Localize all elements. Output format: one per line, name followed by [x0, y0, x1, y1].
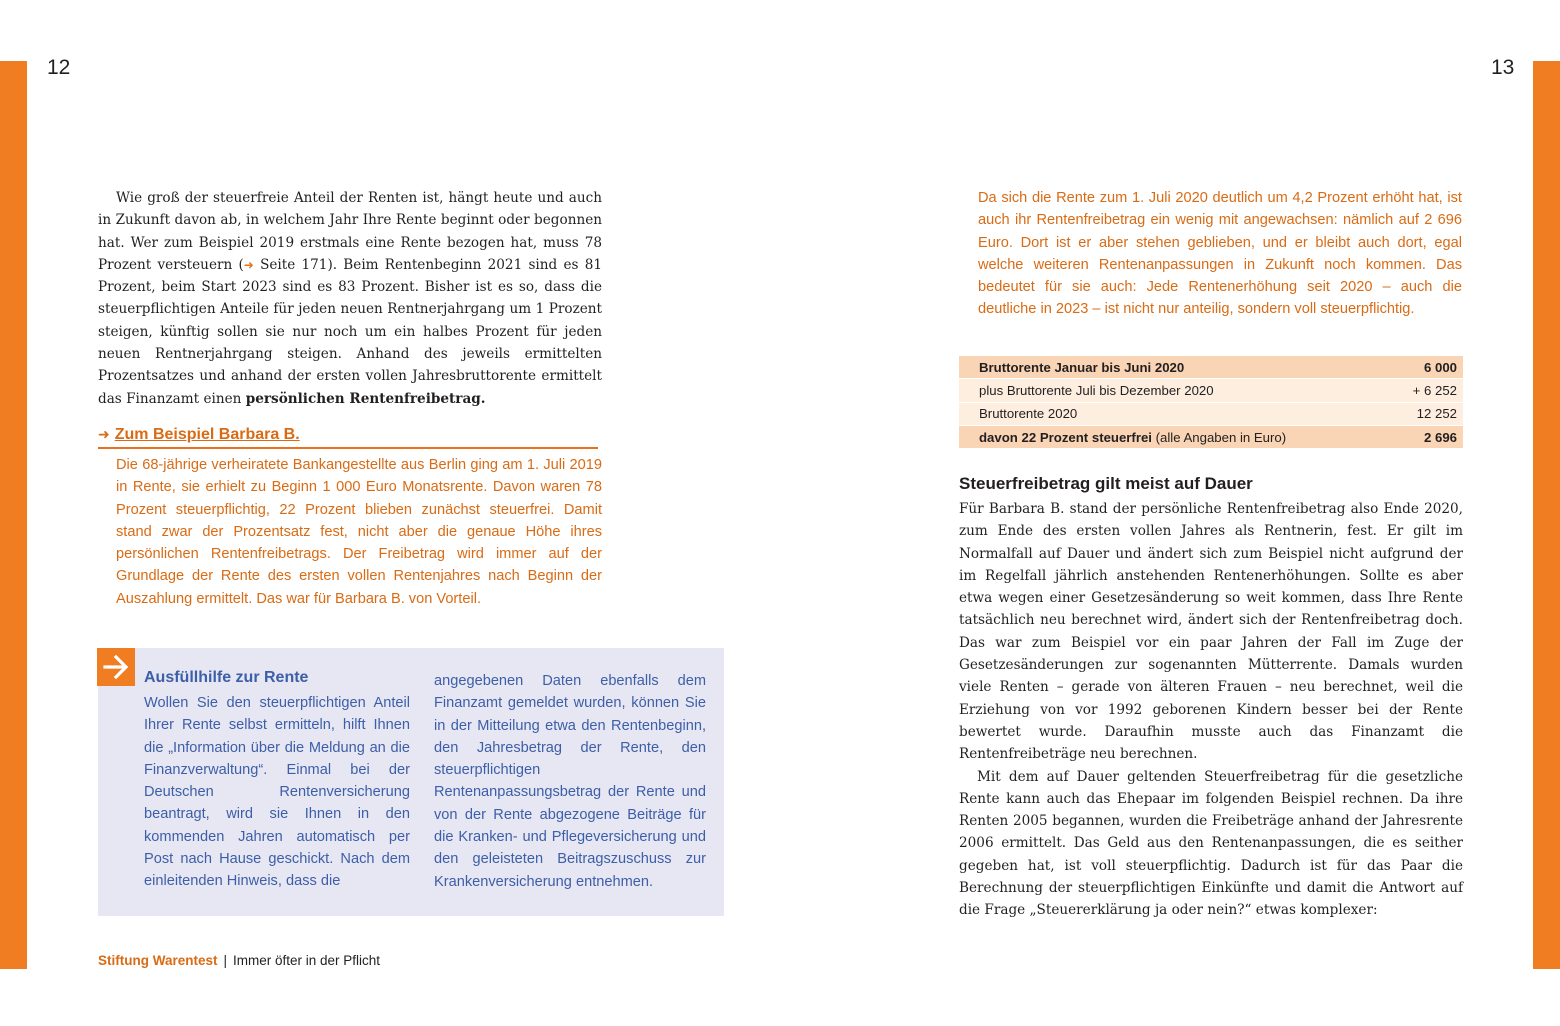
row-label: Bruttorente Januar bis Juni 2020 [979, 359, 1185, 375]
row-label: davon 22 Prozent steuerfrei [979, 429, 1152, 445]
right-body-text [959, 498, 1463, 922]
paragraph-text: ). Beim Rentenbeginn 2021 sind es 81 Prozent, beim Start 2023 sind es 83 Prozent. Bisher ist es so, dass die steuerpflichtigen Anteile für jeden neuen Rentnerjahrgang um 1 Prozent steigen, künftig sollen sie nur noch um ein halbes Prozent für jeden neuen Rentnerjahrgang steigen. Anhand des jeweils ermittelten Prozentsatzes und anhand der ersten vollen Jahresbruttorente ermittelt das Finanzamt einen [98, 256, 602, 407]
table-value: 12 252 [1375, 402, 1463, 425]
footer-separator: | [223, 953, 228, 968]
paragraph-text: Wie groß der steuerfreie Anteil der Renten ist, hängt heute und auch in Zukunft davon ab, in welchem Jahr Ihre Rente beginnt oder begonnen hat. Wer zum Beispiel 2019 erstmals eine Rente bezogen hat, muss 78 Prozent versteuern ( [98, 190, 602, 273]
right-paragraph-1: Für Barbara B. stand der persönliche Rentenfreibetrag also Ende 2020, zum Ende des ersten vollen Jahres als Rentnerin, fest. Er gilt im Normalfall auf Dauer und ändert sich zum Beispiel nicht aufgrund der im Regelfall jährlich anstehenden Rentenerhöhungen. Sollte es aber etwa wegen einer Gesetzesänderung so weit kommen, dass Ihre Rente tatsächlich neu berechnet wird, ändert sich der Rentenfreibetrag doch. Das war zum Beispiel vor ein paar Jahren der Fall im Zuge der Gesetzesänderungen zur sogenannten Mütterrente. Damals wurden viele Renten – gerade von älteren Frauen – neu berechnet, weil die Erziehung von vor 1992 geborenen Kindern besser bei der Rente bewertet wurde. Daraufhin musste auch das Finanzamt die Rentenfreibeträge neu berechnen. [959, 501, 1463, 763]
row-label: Bruttorente 2020 [979, 406, 1078, 422]
info-box-column-2: angegebenen Daten ebenfalls dem Finanzamt gemeldet wurden, können Sie in der Mitteilung etwa den Rentenbeginn, den Jahresbetrag der Rente, den steuerpflichtigen Rentenanpassungsbetrag der Rente und von der Rente abgezogene Beiträge für die Kranken- und Pflegeversicherung und den geleisteten Beitragszuschuss zur Krankenversicherung entnehmen. [434, 673, 706, 890]
table-row [959, 379, 1463, 402]
table-label [959, 379, 1375, 402]
table-value: 6 000 [1375, 356, 1463, 379]
footer-brand: Stiftung Warentest [98, 953, 218, 968]
table-value: + 6 252 [1375, 379, 1463, 402]
table-row [959, 402, 1463, 425]
left-paragraph-1 [98, 187, 602, 410]
table-label [959, 425, 1375, 448]
footer-title: Immer öfter in der Pflicht [233, 953, 381, 968]
bold-term: persönlichen Rentenfreibetrag. [245, 390, 486, 407]
page-reference-link[interactable]: Seite 171 [260, 256, 328, 273]
example-heading-label: Zum Beispiel Barbara B. [114, 426, 300, 443]
table-label [959, 402, 1375, 425]
table-label [959, 356, 1375, 379]
example-text: Die 68-jährige verheiratete Bankangestellte aus Berlin ging am 1. Juli 2019 in Rente, sie erhielt zu Beginn 1 000 Euro Monatsrente. Davon waren 78 Prozent steuerpflichtig, 22 Prozent blieben zunächst steuerfrei. Damit stand zwar der Prozentsatz fest, nicht aber die genaue Höhe ihres persönlichen Rentenfreibetrags. Der Freibetrag wird immer auf der Grundlage der Rente des ersten vollen Rentenjahres nach Beginn der Auszahlung ermittelt. Das war für Barbara B. von Vorteil. [116, 457, 602, 607]
table-row [959, 356, 1463, 379]
section-subheading: Steuerfreibetrag gilt meist auf Dauer [959, 474, 1253, 493]
info-box-column-1: Wollen Sie den steuerpflichtigen Anteil Ihrer Rente selbst ermitteln, hilft Ihnen die „Information über die Meldung an die Finanzverwaltung“. Einmal bei der Deutschen Rentenversicherung beantragt, wird sie Ihnen in den kommenden Jahren automatisch per Post nach Hause geschickt. Nach dem einleitenden Hinweis, dass die [144, 695, 410, 890]
page-number-right: 13 [1491, 56, 1515, 79]
left-margin-bar [0, 61, 27, 969]
example-continuation-text: Da sich die Rente zum 1. Juli 2020 deutlich um 4,2 Prozent erhöht hat, ist auch ihr Rentenfreibetrag ein wenig mit angewachsen: nämlich auf 2 696 Euro. Dort ist er aber stehen geblieben, und er bleibt auch dort, egal welche weiteren Rentenanpassungen in Zukunft noch kommen. Das bedeutet für sie auch: Jede Rentenerhöhung seit 2020 – auch die deutliche in 2023 – ist nicht nur anteilig, sondern voll steuerpflichtig. [978, 190, 1462, 318]
row-label: plus Bruttorente Juli bis Dezember 2020 [979, 382, 1214, 398]
left-body-text [98, 187, 602, 410]
footer [98, 953, 380, 968]
row-note: (alle Angaben in Euro) [1151, 429, 1287, 445]
info-box-title: Ausfüllhilfe zur Rente [144, 669, 309, 686]
calculation-table [959, 356, 1463, 449]
right-paragraph-2: Mit dem auf Dauer geltenden Steuerfreibetrag für die gesetzliche Rente kann auch das Ehepaar im folgenden Beispiel rechnen. Da ihre Renten 2005 begannen, wurden die Freibeträge anhand der Jahresrente 2006 ermittelt. Das Geld aus den Rentenanpassungen, die es seither gegeben hat, ist voll steuerpflichtig. Dadurch ist für das Paar die Berechnung der steuerpflichtigen Einkünfte und damit die Antwort auf die Frage „Steuererklärung ja oder nein?“ etwas komplexer: [959, 768, 1463, 919]
arrow-right-icon: ➜ [98, 427, 110, 443]
example-heading [98, 426, 598, 449]
table-value: 2 696 [1375, 425, 1463, 448]
page-ref-arrow-icon: ➜ [243, 257, 254, 272]
right-margin-bar [1533, 61, 1560, 969]
arrow-right-icon [97, 648, 135, 686]
page-number-left: 12 [47, 56, 71, 79]
table-row [959, 425, 1463, 448]
